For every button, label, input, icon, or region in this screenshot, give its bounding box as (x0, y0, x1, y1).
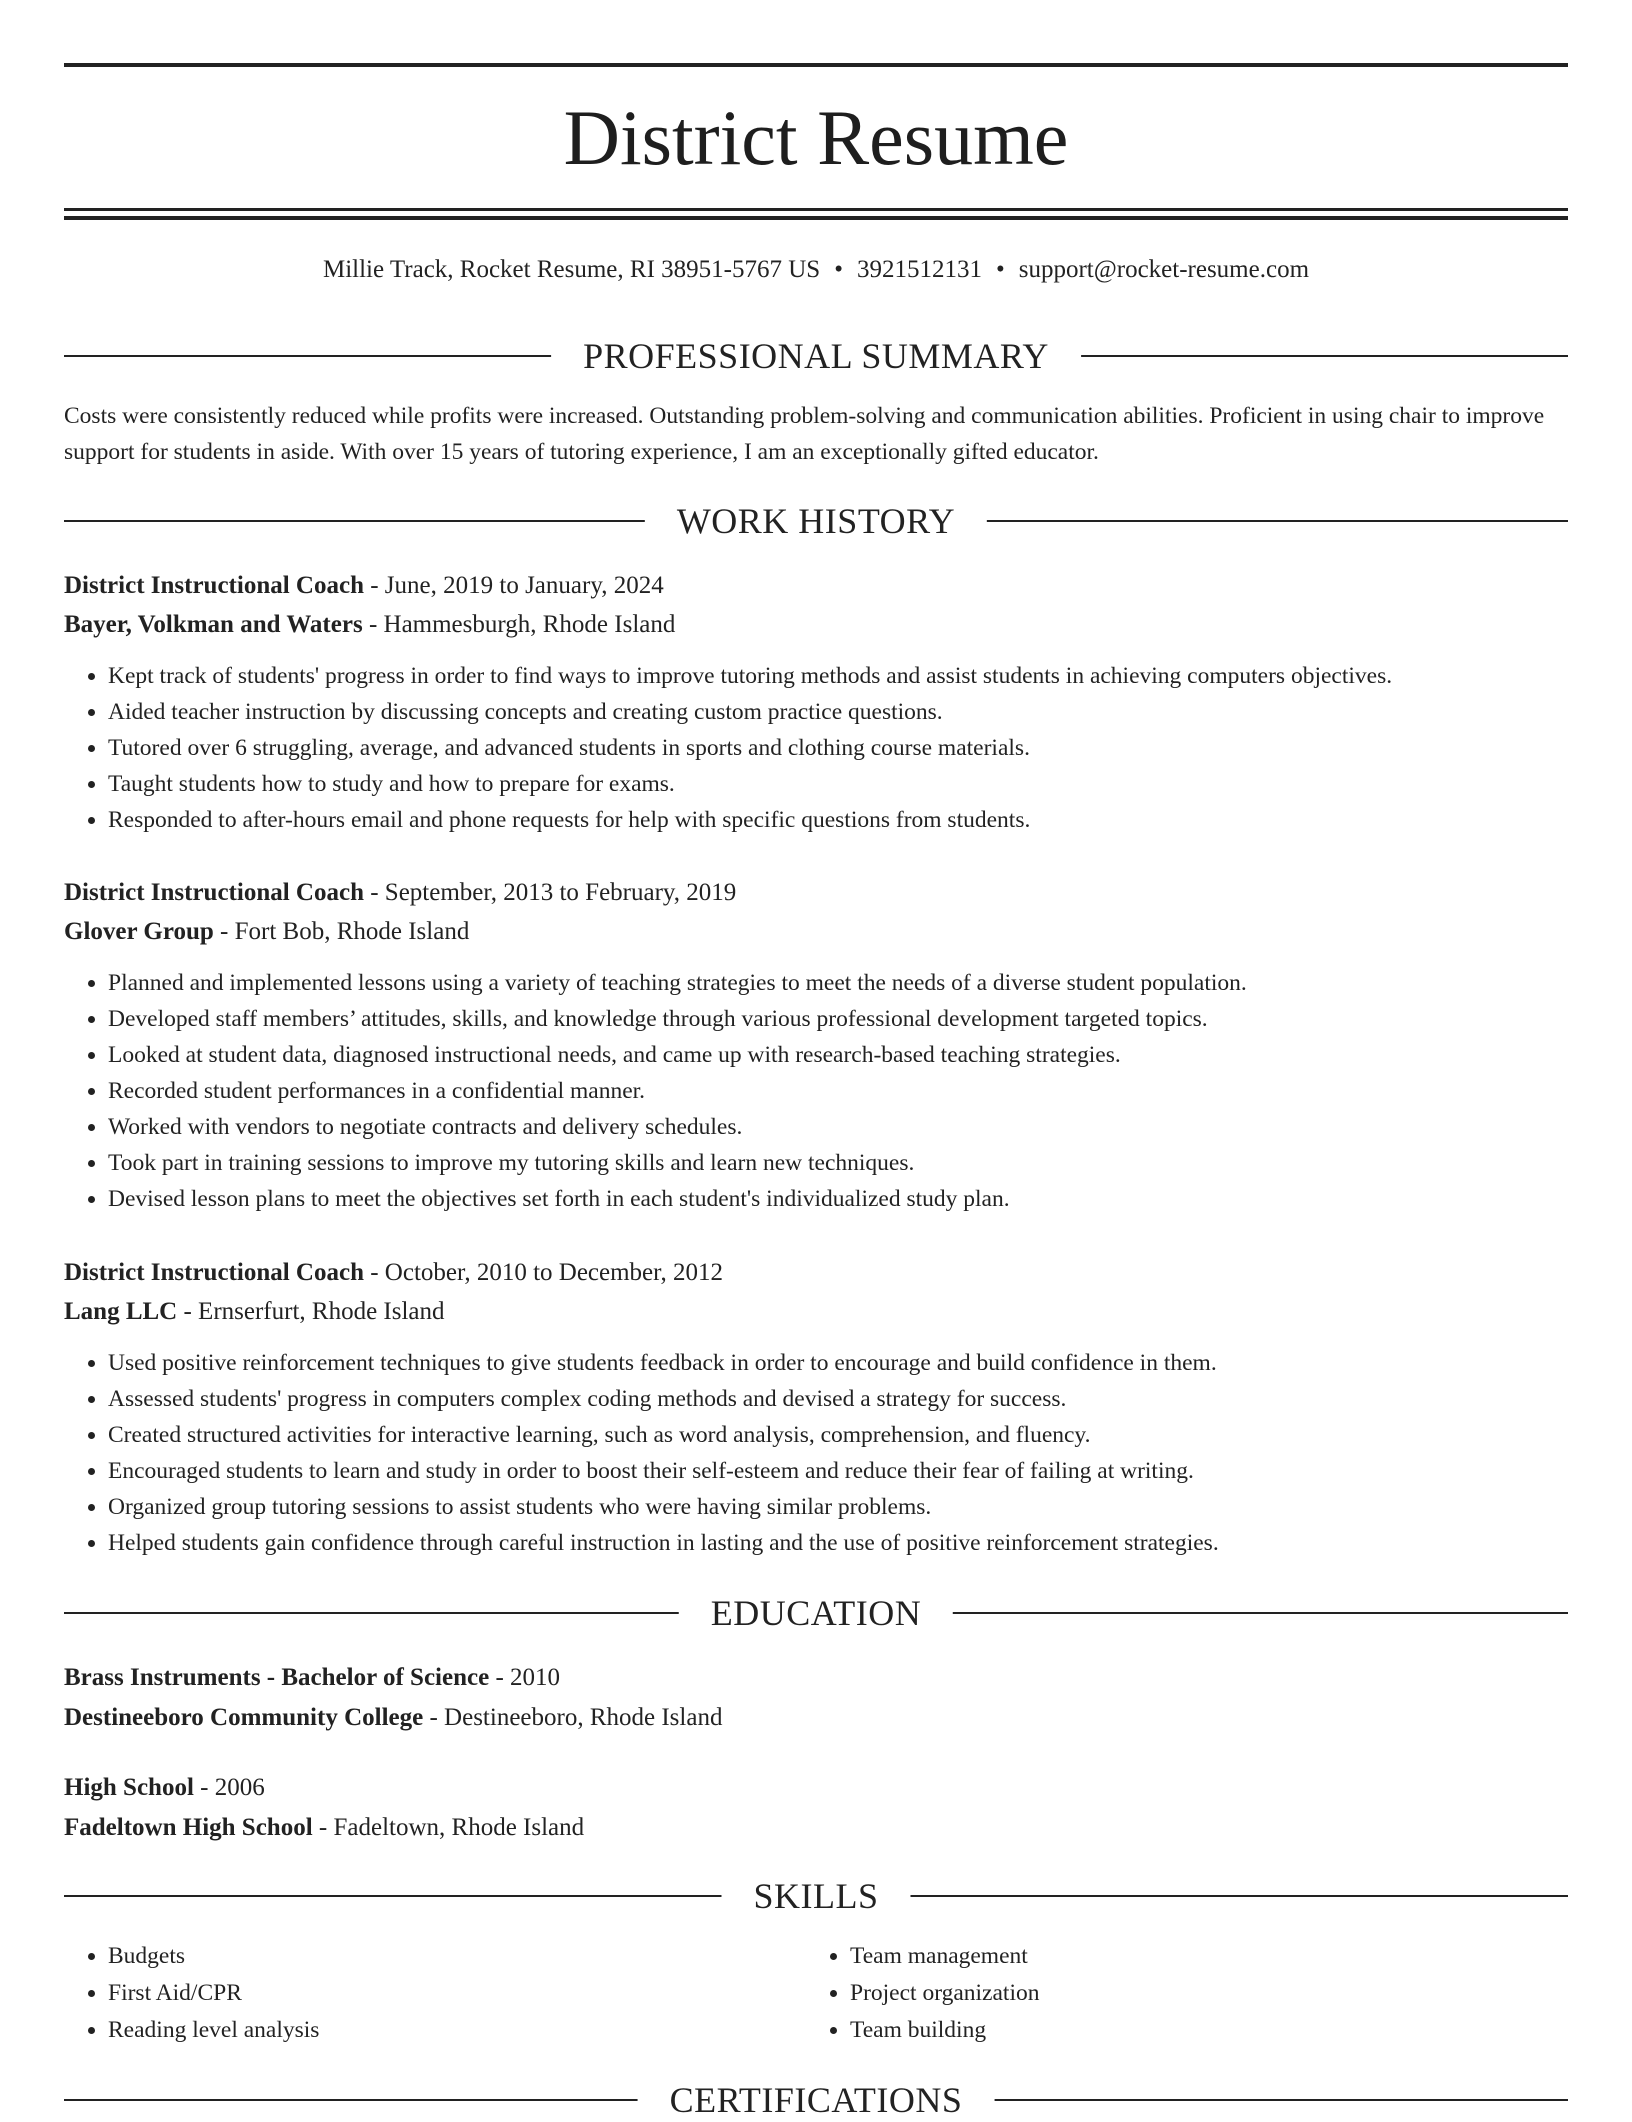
job-bullet: • Responded to after-hours email and phone requests for help with specific questions from students. (108, 802, 1568, 838)
section-title: EDUCATION (679, 1591, 953, 1635)
job-bullet: • Developed staff members’ attitudes, skills, and knowledge through various professional development targeted topics. (108, 1001, 1568, 1037)
job-bullet: • Worked with vendors to negotiate contracts and delivery schedules. (108, 1109, 1568, 1145)
job-entry (64, 566, 1568, 838)
job-bullet: • Helped students gain confidence through careful instruction in lasting and the use of positive reinforcement strategies. (108, 1525, 1568, 1561)
job-dates: - October, 2010 to December, 2012 (363, 1259, 723, 1286)
job-bullet: • Devised lesson plans to meet the objectives set forth in each student's individualized study plan. (108, 1181, 1568, 1217)
skills-list (806, 1938, 1506, 2049)
section-title: SKILLS (721, 1874, 910, 1918)
education-year: - 2010 (489, 1664, 561, 1691)
top-rule (64, 63, 1568, 67)
education-location: - Destineeboro, Rhode Island (423, 1704, 723, 1731)
work-history-heading (64, 499, 1568, 543)
job-bullet: • Planned and implemented lessons using a variety of teaching strategies to meet the needs of a diverse student population. (108, 965, 1568, 1001)
job-entry (64, 873, 1568, 1217)
section-title: PROFESSIONAL SUMMARY (551, 334, 1081, 378)
skill-item: • Team building (850, 2012, 1506, 2049)
education-entry (64, 1768, 1568, 1848)
contact-email: support@rocket-resume.com (1018, 256, 1310, 283)
job-location: - Fort Bob, Rhode Island (213, 918, 470, 945)
job-entry (64, 1253, 1568, 1561)
job-title-line (64, 566, 1568, 605)
job-bullet: • Looked at student data, diagnosed instructional needs, and came up with research-based teaching strategies. (108, 1037, 1568, 1073)
skill-item: • Team management (850, 1938, 1506, 1975)
job-bullet: • Organized group tutoring sessions to assist students who were having similar problems. (108, 1489, 1568, 1525)
job-bullet: • Took part in training sessions to improve my tutoring skills and learn new techniques. (108, 1145, 1568, 1181)
education-heading (64, 1591, 1568, 1635)
job-bullet: • Encouraged students to learn and study in order to boost their self-esteem and reduce their fear of failing at writing. (108, 1453, 1568, 1489)
job-dates: - September, 2013 to February, 2019 (363, 879, 737, 906)
education-school-line (64, 1808, 1568, 1848)
job-bullets (64, 965, 1568, 1217)
job-bullet: • Aided teacher instruction by discussing concepts and creating custom practice questions. (108, 694, 1568, 730)
job-company: Glover Group (64, 918, 214, 945)
summary-text: Costs were consistently reduced while profits were increased. Outstanding problem-solving and communication abilities. Proficient in using chair to improve support for students in aside. With over 15 years of tutoring experience, I am an exceptionally gifted educator. (64, 403, 1545, 465)
job-title-line (64, 873, 1568, 912)
education-degree-line (64, 1658, 1568, 1698)
job-title: District Instructional Coach (64, 879, 364, 906)
skills-column-right (806, 1938, 1506, 2049)
job-bullets (64, 658, 1568, 838)
header-rule-lower (64, 216, 1568, 220)
contact-separator: • (834, 256, 843, 283)
job-bullet: • Used positive reinforcement techniques to give students feedback in order to encourage and build confidence in them. (108, 1345, 1568, 1381)
summary-heading (64, 334, 1568, 378)
contact-line (64, 252, 1568, 288)
skill-item: • Reading level analysis (108, 2012, 764, 2049)
job-title: District Instructional Coach (64, 1259, 364, 1286)
job-bullet: • Recorded student performances in a confidential manner. (108, 1073, 1568, 1109)
job-company-line (64, 605, 1568, 644)
education-location: - Fadeltown, Rhode Island (312, 1814, 585, 1841)
job-dates: - June, 2019 to January, 2024 (363, 572, 664, 599)
education-degree: High School (64, 1774, 194, 1801)
job-bullet: • Created structured activities for interactive learning, such as word analysis, comprehension, and fluency. (108, 1417, 1568, 1453)
education-school-line (64, 1698, 1568, 1738)
skills-heading (64, 1874, 1568, 1918)
contact-phone: 3921512131 (856, 256, 982, 283)
job-location: - Hammesburgh, Rhode Island (362, 611, 676, 638)
job-company-line (64, 912, 1568, 951)
section-title: CERTIFICATIONS (638, 2078, 995, 2122)
contact-separator: • (995, 256, 1005, 283)
contact-address: Millie Track, Rocket Resume, RI 38951-5767 US (322, 256, 821, 283)
education-degree-line (64, 1768, 1568, 1808)
job-title: District Instructional Coach (64, 572, 364, 599)
education-school: Fadeltown High School (64, 1814, 313, 1841)
job-company: Lang LLC (64, 1298, 178, 1325)
job-bullet: • Taught students how to study and how to prepare for exams. (108, 766, 1568, 802)
header-rule-upper (64, 208, 1568, 211)
job-bullet: • Tutored over 6 struggling, average, and advanced students in sports and clothing course materials. (108, 730, 1568, 766)
skills-column-left (64, 1938, 764, 2049)
job-title-line (64, 1253, 1568, 1292)
job-company: Bayer, Volkman and Waters (64, 611, 363, 638)
section-title: WORK HISTORY (645, 499, 987, 543)
resume-name: District Resume (563, 94, 1069, 181)
education-degree: Brass Instruments - Bachelor of Science (64, 1664, 490, 1691)
certifications-heading (64, 2078, 1568, 2122)
skill-item: • Project organization (850, 1975, 1506, 2012)
education-year: - 2006 (193, 1774, 265, 1801)
job-bullets (64, 1345, 1568, 1561)
skill-item: • Budgets (108, 1938, 764, 1975)
job-location: - Ernserfurt, Rhode Island (177, 1298, 445, 1325)
education-school: Destineeboro Community College (64, 1704, 424, 1731)
job-bullet: • Assessed students' progress in computers complex coding methods and devised a strategy for success. (108, 1381, 1568, 1417)
skill-item: • First Aid/CPR (108, 1975, 764, 2012)
job-bullet: • Kept track of students' progress in order to find ways to improve tutoring methods and assist students in achieving computers objectives. (108, 658, 1568, 694)
education-entry (64, 1658, 1568, 1738)
job-company-line (64, 1292, 1568, 1331)
skills-list (64, 1938, 764, 2049)
